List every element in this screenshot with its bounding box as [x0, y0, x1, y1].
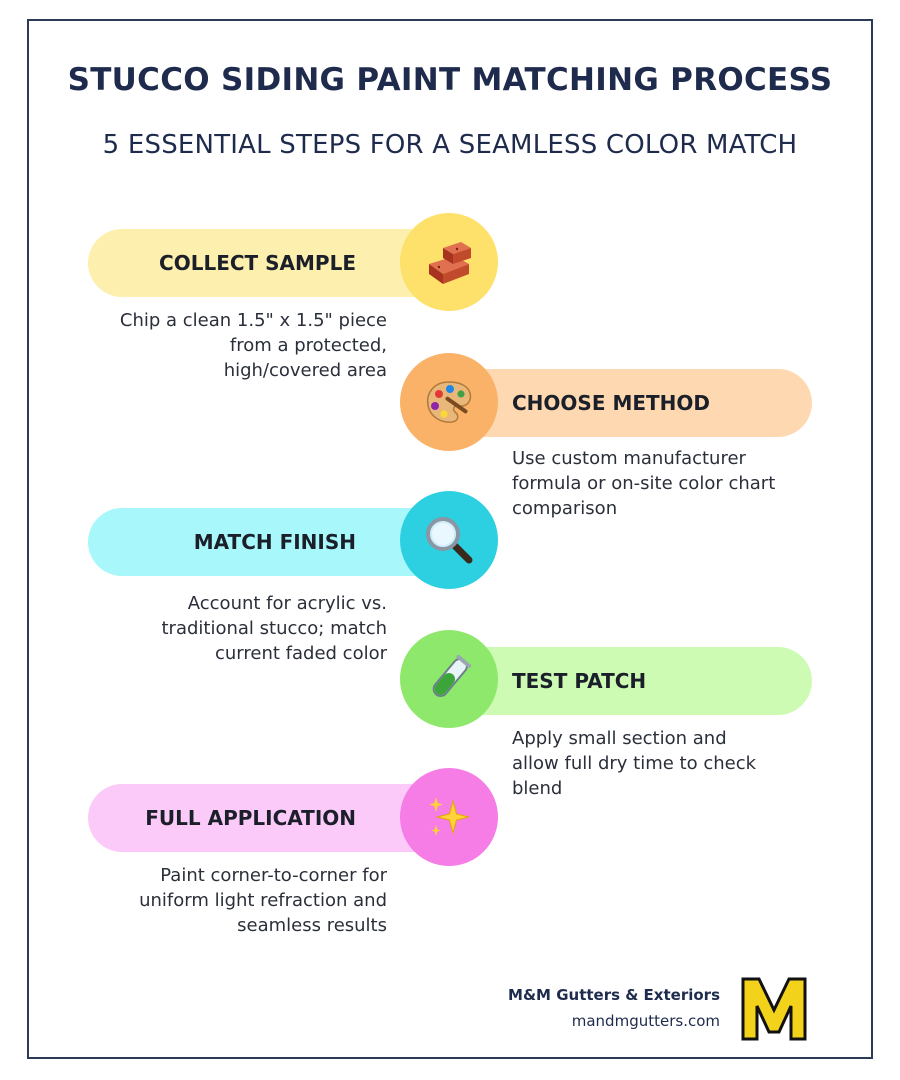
step-3-desc-line: traditional stucco; match: [161, 618, 387, 639]
step-2-circle: [400, 353, 498, 451]
brand-url: mandmgutters.com: [571, 1012, 720, 1030]
step-1-desc-line: Chip a clean 1.5" x 1.5" piece: [119, 310, 387, 331]
step-4-circle: [400, 630, 498, 728]
step-4-desc-line: Apply small section and: [512, 728, 727, 749]
step-2-label: CHOOSE METHOD: [512, 391, 710, 415]
magnifying-glass-icon: [421, 512, 477, 568]
step-5-description: [87, 863, 387, 938]
test-tube-icon: [421, 651, 477, 707]
step-3-circle: [400, 491, 498, 589]
brick-icon: [421, 234, 477, 290]
step-4-desc-line: allow full dry time to check: [512, 753, 757, 774]
step-2-description: [512, 446, 802, 521]
step-4-label: TEST PATCH: [512, 669, 647, 693]
step-4-description: [512, 726, 802, 801]
sparkles-icon: [421, 789, 477, 845]
step-5-label: FULL APPLICATION: [145, 806, 356, 830]
step-2-desc-line: comparison: [512, 498, 618, 519]
step-5-desc-line: seamless results: [237, 915, 387, 936]
step-5-circle: [400, 768, 498, 866]
page-title: STUCCO SIDING PAINT MATCHING PROCESS: [67, 62, 833, 98]
step-1-desc-line: high/covered area: [223, 360, 387, 381]
step-1-description: [87, 308, 387, 383]
step-5-desc-line: Paint corner-to-corner for: [160, 865, 387, 886]
palette-icon: [421, 374, 477, 430]
step-3-desc-line: current faded color: [215, 643, 387, 664]
step-3-label: MATCH FINISH: [193, 530, 356, 554]
step-3-desc-line: Account for acrylic vs.: [187, 593, 387, 614]
step-4-desc-line: blend: [512, 778, 563, 799]
step-1-desc-line: from a protected,: [229, 335, 387, 356]
page-subtitle: 5 ESSENTIAL STEPS FOR A SEAMLESS COLOR MATCH: [102, 130, 798, 160]
step-1-label: COLLECT SAMPLE: [159, 251, 356, 275]
m-logo-icon: [741, 976, 807, 1042]
step-3-description: [87, 591, 387, 666]
brand-name: M&M Gutters & Exteriors: [508, 986, 720, 1004]
step-5-desc-line: uniform light refraction and: [139, 890, 387, 911]
step-1-circle: [400, 213, 498, 311]
step-2-desc-line: Use custom manufacturer: [512, 448, 746, 469]
step-2-desc-line: formula or on-site color chart: [512, 473, 776, 494]
